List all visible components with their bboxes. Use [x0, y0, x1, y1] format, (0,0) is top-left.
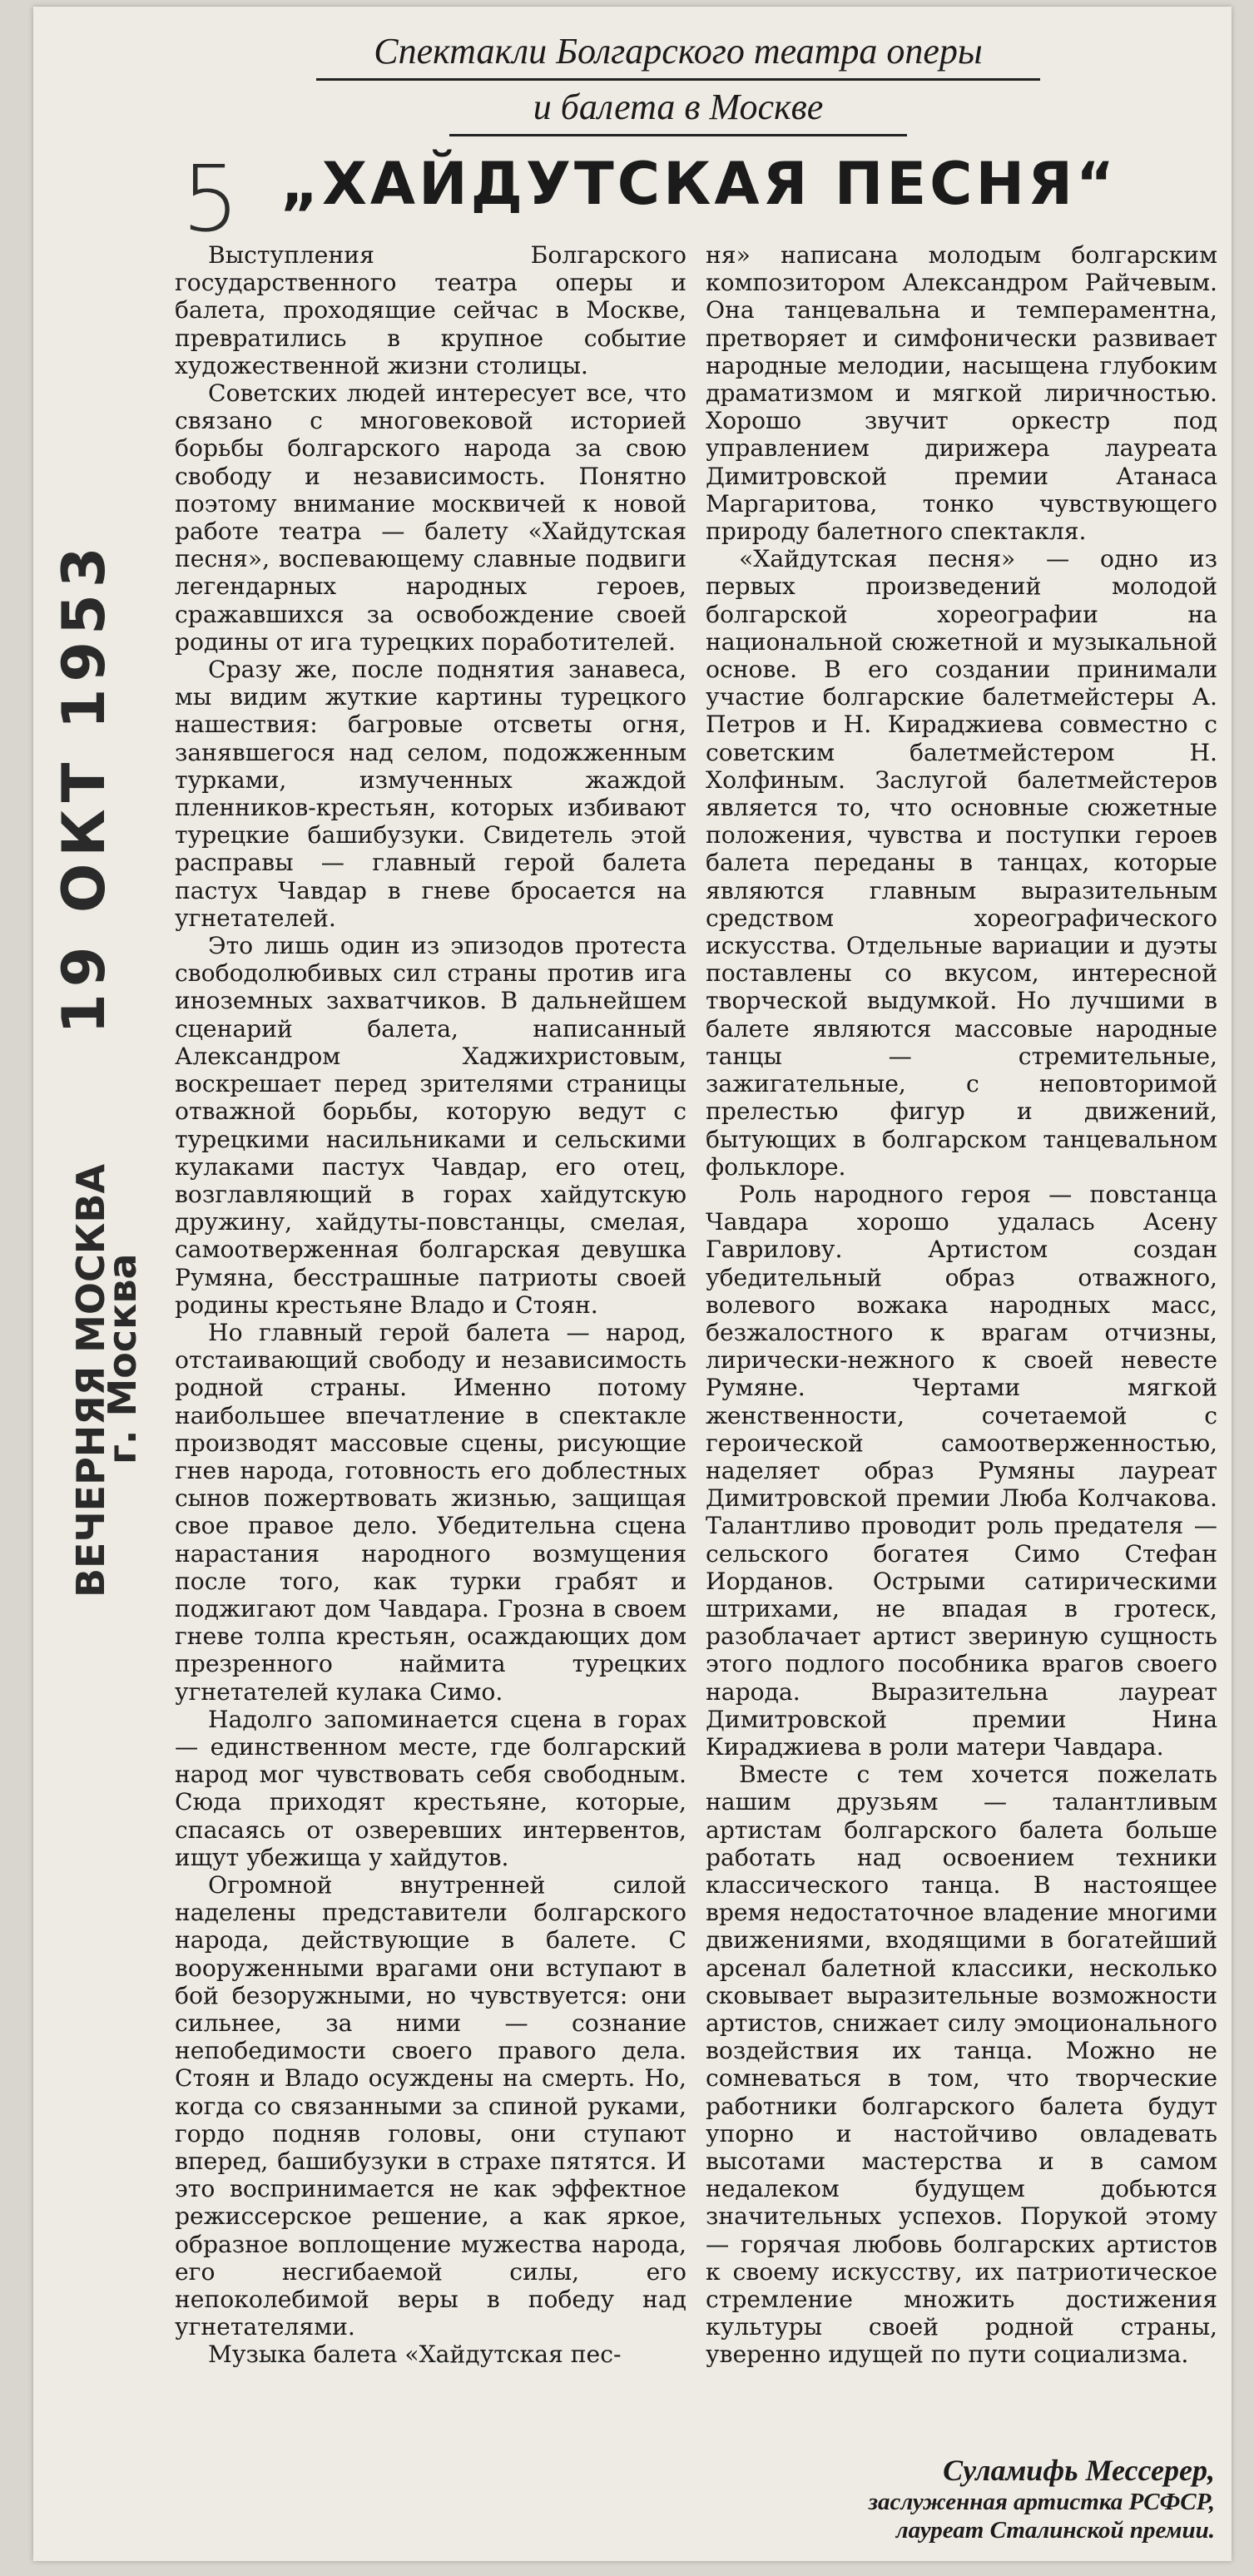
paragraph: Огромной внутренней силой наделены представители болгарского народа, действующие в балете. С вооруженными врагами они вступают в бой безоружными, но чувствуется: они сильнее, за ними — сознание непобедимости своего правого дела. Стоян и Владо осуждены на смерть. Но, когда со связанными за спиной руками, гордо подняв головы, они ступают вперед, башибузуки в страхе пятятся. И это воспринимается не как эффектное режиссерское решение, а как яркое, образное воплощение мужества народа, его несгибаемой силы, его непоколебимой веры в победу над угнетателями.	[175, 1870, 686, 2341]
stamp-city-text: г. Москва	[100, 1253, 145, 1464]
header-line-2: и балета в Москве	[449, 81, 907, 136]
author-signature	[716, 2453, 1215, 2544]
paragraph: Советских людей интересует все, что связано с многовековой историей борьбы болгарского народа за свою свободу и независимость. Понятно поэтому внимание москвичей к новой работе театра — балету «Хайдутская песня», воспевающему славные подвиги легендарных народных героев, сражавшихся за освобождение своей родины от ига турецких поработителей.	[175, 379, 686, 656]
paragraph: Музыка балета «Хайдутская пес-	[208, 2341, 622, 2369]
paragraph: Сразу же, после поднятия занавеса, мы видим жуткие картины турецкого нашествия: багровые отсветы огня, занявшегося над селом, подожженным турками, измученных жаждой пленников-крестьян, которых избивают турецкие башибузуки. Свидетель этой расправы — главный герой балета пастух Чавдар в гневе бросается на угнетателей.	[175, 656, 686, 932]
article-header	[283, 25, 1073, 136]
handwritten-number: 5	[181, 146, 240, 252]
header-line-1: Спектакли Болгарского театра оперы	[316, 25, 1040, 81]
right-column	[706, 241, 1217, 2369]
article-title: „ХАЙДУТСКАЯ ПЕСНЯ“	[280, 150, 1118, 218]
author-credential: заслуженная артистка РСФСР,	[868, 2489, 1215, 2515]
author-credential: лауреат Сталинской премии.	[895, 2517, 1215, 2544]
paragraph: Это лишь один из эпизодов протеста свободолюбивых сил страны против ига иноземных захватчиков. В дальнейшем сценарий балета, написанный Александром Хаджихристовым, воскрешает перед зрителями страницы отважной борьбы, которую ведут с турецкими насильниками и сельскими кулаками пастух Чавдар, его отец, возглавляющий в горах хайдутскую дружину, хайдуты-повстанцы, смелая, самоотверженная болгарская девушка Румяна, бесстрашные патриоты своей родины крестьяне Владо и Стоян.	[175, 932, 686, 1319]
stamp-date: 19 ОКТ 1953	[50, 540, 118, 1034]
paragraph: Надолго запоминается сцена в горах — единственном месте, где болгарский народ мог чувствовать себя свободным. Сюда приходят крестьяне, которые, спасаясь от озверевших интервентов, ищут убежища у хайдутов.	[175, 1705, 686, 1871]
paragraph: «Хайдутская песня» — одно из первых произведений молодой болгарской хореографии на национальной сюжетной и музыкальной основе. В его создании принимали участие болгарские балетмейстеры А. Петров и Н. Кираджиева совместно с советским балетмейстером Н. Холфиным. Заслугой балетмейстеров является то, что основные сюжетные положения, чувства и поступки героев балета переданы в танцах, которые являются главным выразительным средством хореографического искусства. Отдельные вариации и дуэты поставлены со вкусом, интересной творческой выдумкой. Но лучшими в балете являются массовые народные танцы — стремительные, зажигательные, с неповторимой прелестью фигур и движений, бытующих в болгарском танцевальном фольклоре.	[706, 545, 1217, 1181]
stamp-paper-name: ВЕЧЕРНЯЯ МОСКВА	[68, 1163, 113, 1598]
paragraph: Выступления Болгарского государственного театра оперы и балета, проходящие сейчас в Москве, превратились в крупное событие художественной жизни столицы.	[175, 241, 686, 379]
left-column	[175, 241, 686, 2369]
paragraph: Вместе с тем хочется пожелать нашим друзьям — талантливым артистам болгарского балета больше работать над освоением техники классического танца. В настоящее время недостаточное владение многими движениями, входящими в богатейший арсенал балетной классики, несколько сковывает выразительные возможности артистов, снижает силу эмоционального воздействия их танца. Можно не сомневаться в том, что творческие работники болгарского балета будут упорно и настойчиво овладевать высотами мастерства и в самом недалеком будущем добьются значительных успехов. Порукой этому — горячая любовь болгарских артистов к своему искусству, их патриотическое стремление множить достижения культуры своей родной страны, уверенно идущей по пути социализма.	[706, 1761, 1217, 2369]
paragraph: Роль народного героя — повстанца Чавдара хорошо удалась Асену Гаврилову. Артистом создан убедительный образ отважного, волевого вожака народных масс, безжалостного к врагам отчизны, лирически-нежного к своей невесте Румяне. Чертами мягкой женственности, сочетаемой с героической самоотверженностью, наделяет образ Румяны лауреат Димитровской премии Люба Колчакова. Талантливо проводит роль предателя — сельского богатея Симо Стефан Иорданов. Острыми сатирическими штрихами, не впадая в гротеск, разоблачает артист звериную сущность этого подлого пособника врагов своего народа. Выразительна лауреат Димитровской премии Нина Кираджиева в роли матери Чавдара.	[706, 1180, 1217, 1761]
paragraph: ня» написана молодым болгарским композитором Александром Райчевым. Она танцевальна и темпераментна, претворяет и симфонически развивает народные мелодии, насыщена глубоким драматизмом и мягкой лиричностью. Хорошо звучит оркестр под управлением дирижера лауреата Димитровской премии Атанаса Маргаритова, тонко чувствующего природу балетного спектакля.	[706, 241, 1217, 546]
stamp-city	[100, 998, 166, 1464]
paragraph: Но главный герой балета — народ, отстаивающий свободу и независимость родной страны. Именно потому наибольшее впечатление в спектакле производят массовые сцены, рисующие гнев народа, готовность его доблестных сынов пожертвовать жизнью, защищая свое правое дело. Убедительна сцена нарастания народного возмущения после того, как турки грабят и поджигают дом Чавдара. Грозна в своем гневе толпа крестьян, осаждающих дом презренного наймита турецких угнетателей кулака Симо.	[175, 1318, 686, 1706]
author-name: Суламифь Мессерер,	[943, 2454, 1215, 2487]
